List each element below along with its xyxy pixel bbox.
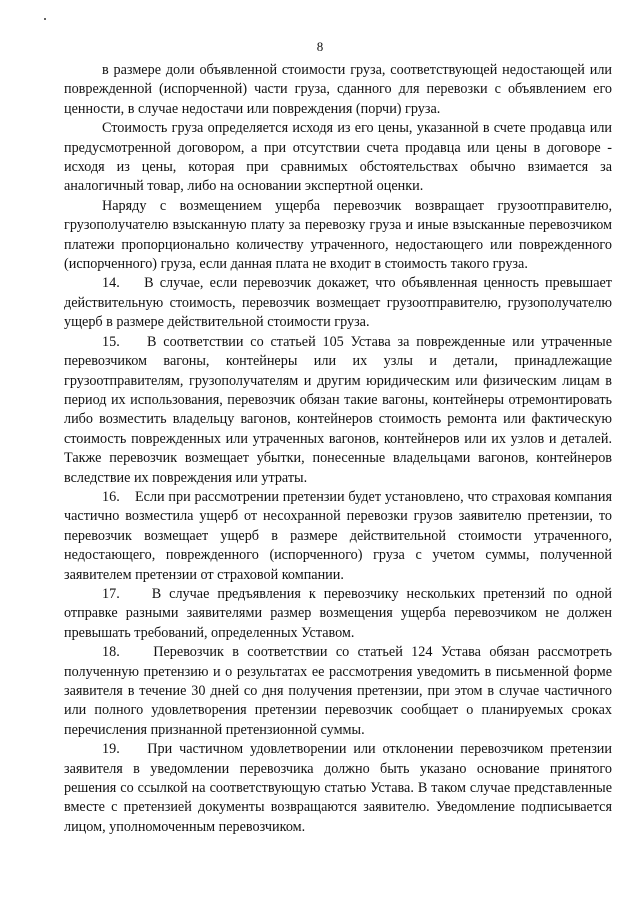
paragraph-19: 19. При частичном удовлетворении или отклонении перевозчиком претензии заявителя в уведомлении перевозчика должно быть указано основание принятого решения со ссылкой на соответствующую статью Устава. В таком случае представленные вместе с претензией документы возвращаются заявителю. Уведомление подписывается лицом, уполномоченным перевозчиком.	[64, 741, 612, 835]
paragraph-16: 16. Если при рассмотрении претензии будет установлено, что страховая компания частично возместила ущерб от несохранной перевозки грузов заявителю претензии, то перевозчик возмещает ущерб в размере действительной стоимости утраченного, недостающего, поврежденного (испорченного) груза с учетом суммы, полученной заявителем претензии от страховой компании.	[64, 488, 612, 583]
paragraph-14: 14. В случае, если перевозчик докажет, что объявленная ценность превышает действительную стоимость, перевозчик возмещает грузоотправителю, грузополучателю ущерб в размере действительной стоимости груза.	[64, 275, 612, 331]
document-body	[64, 61, 612, 837]
paragraph-17: 17. В случае предъявления к перевозчику нескольких претензий по одной отправке разными заявителями размер возмещения ущерба перевозчиком не должен превышать требований, определенных Уставом.	[64, 585, 612, 641]
scan-speck	[44, 18, 46, 20]
paragraph-continuation: в размере доли объявленной стоимости груза, соответствующей недостающей или поврежденной (испорченной) части груза, сданного для перевозки с объявлением его ценности, в случае недостачи или повреждения (порчи) груза.	[64, 62, 612, 117]
paragraph-cargo-value: Стоимость груза определяется исходя из его цены, указанной в счете продавца или предусмотренной договором, а при отсутствии счета продавца или цены в договоре - исходя из цены, которая при сравнимых обстоятельствах обычно взимается за аналогичный товар, либо на основании экспертной оценки.	[64, 120, 612, 195]
page-number: 8	[316, 39, 324, 54]
paragraph-fee-return: Наряду с возмещением ущерба перевозчик возвращает грузоотправителю, грузополучателю взысканную плату за перевозку груза и иные взысканные перевозчиком платежи пропорционально количеству утраченного, недостающего или поврежденного (испорченного) груза, если данная плата не входит в стоимость такого груза.	[64, 197, 612, 273]
paragraph-15: 15. В соответствии со статьей 105 Устава за поврежденные или утраченные перевозчиком вагоны, контейнеры или их узлы и детали, принадлежащие грузоотправителям, грузополучателям и другим юридическим или физическим лицам в период их использования, перевозчик обязан такие вагоны, контейнеры отремонтировать либо возместить владельцу вагонов, контейнеров стоимость ремонта или фактическую стоимость поврежденных или утраченных вагонов, контейнеров или их узлов и деталей. Также перевозчик возмещает убытки, понесенные владельцами вагонов, контейнеров вследствие их повреждения или утраты.	[64, 333, 612, 486]
paragraph-18: 18. Перевозчик в соответствии со статьей 124 Устава обязан рассмотреть полученную претензию и о результатах ее рассмотрения уведомить в письменной форме заявителя в течение 30 дней со дня получения претензии, при этом в случае частичного или полного удовлетворения претензии перевозчик сообщает о планируемых сроках перечисления признанной претензионной суммы.	[64, 644, 612, 738]
